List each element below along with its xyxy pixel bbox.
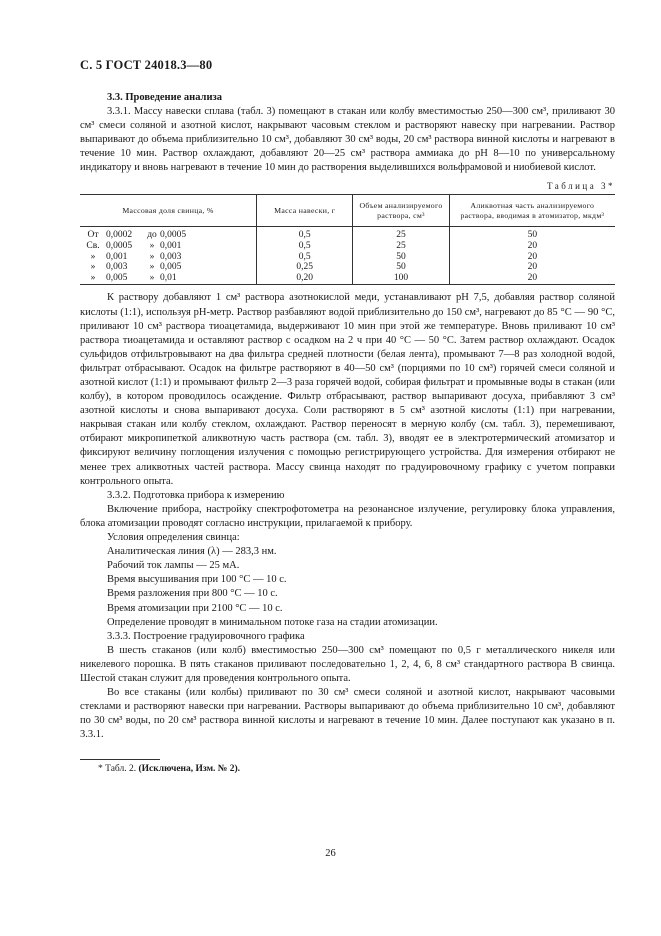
conditions-note: Определение проводят в минимальном потоке газа на стадии атомизации. <box>107 616 438 628</box>
conditions-title: Условия определения свинца: <box>107 532 240 544</box>
range-to: 0,01 <box>160 272 177 283</box>
paragraph-3-3-1: 3.3.1. Массу навески сплава (табл. 3) помещают в стакан или колбу вместимостью 250—300 см³, приливают 30 см³ смеси соляной и азотной кислот, накрывают часовым стеклом и растворяют навеску при нагревании. Раствор выпаривают до объема приблизительно 10 см³, добавляют 30 см³ воды, 20 см³ раствора винной кислоты и нагревают в течение 10 мин. Раствор охлаждают, добавляют 20—25 см³ раствора аммиака до рН 8—10 по универсальному индикатору и вновь нагревают в течение 10 мин до растворения выделившихся вольфрамовой и ниобиевой кислот. <box>80 106 615 174</box>
header-aliquot: Аликвотная часть анализируемого раствора, вводимая в атомизатор, мкдм³ <box>449 195 615 227</box>
paragraph-3-3-3-title: 3.3.3. Построение градуировочного графика <box>107 630 305 642</box>
document-page <box>80 58 615 774</box>
condition-item: Время разложения при 800 °С — 10 с. <box>107 588 278 600</box>
range-to: 0,003 <box>160 251 182 262</box>
cell-aliquot: 20 <box>449 262 615 273</box>
cell-sample-mass: 0,25 <box>257 262 353 273</box>
cell-solution-volume: 100 <box>353 273 449 285</box>
cell-lead-fraction <box>80 252 257 263</box>
cell-aliquot: 20 <box>449 252 615 263</box>
table-caption: Таблица 3* <box>547 181 615 192</box>
range-to: 0,001 <box>160 241 182 252</box>
page-header: С. 5 ГОСТ 24018.3—80 <box>80 58 213 72</box>
cell-aliquot: 20 <box>449 273 615 285</box>
condition-item: Рабочий ток лампы — 25 мА. <box>107 560 240 572</box>
range-from: 0,001 <box>106 251 128 262</box>
cell-solution-volume: 50 <box>353 262 449 273</box>
range-pre: От <box>87 230 99 241</box>
cell-lead-fraction <box>80 241 257 252</box>
cell-sample-mass: 0,5 <box>257 241 353 252</box>
cell-solution-volume: 25 <box>353 241 449 252</box>
header-solution-volume: Объем анализируемого раствора, см³ <box>353 195 449 227</box>
range-to: 0,0005 <box>160 230 187 241</box>
cell-lead-fraction <box>80 262 257 273</box>
range-mid: » <box>149 262 155 273</box>
range-from: 0,0002 <box>106 230 133 241</box>
paragraph-after-table: К раствору добавляют 1 см³ раствора азотнокислой меди, устанавливают рН 7,5, добавляя раствор соляной кислоты (1:1), используя рН-метр. Раствор разбавляют водой приблизительно до 150 см³, нагревают до 85 °С — 90 °С, приливают 10 см³ раствора тиоацетамида, выдерживают 10 мин при этой же температуре. Вновь приливают 10 см³ раствора тиоацетамида и оставляют раствор с осадком на 2 ч при 40 °С — 50 °С. Затем раствор охлаждают. Осадок сульфидов отфильтровывают на два фильтра средней плотности (белая лента), промывают 7—8 раз холодной водой, фильтрат отбрасывают. Осадок на фильтре растворяют в 40—50 см³ (порциями по 10 см³) горячей смеси соляной и азотной кислот (1:1) и промывают фильтр 2—3 раза горячей водой, собирая фильтрат и промывные воды в стакан (или колбу), в котором проводилось осаждение. Фильтр отбрасывают, раствор выпаривают досуха, прибавляют 3 см³ азотной кислоты и снова выпаривают досуха. Соли растворяют в 5 см³ азотной кислоты (1:1) при нагревании, накрывая стакан или колбу стеклом, охлаждают. Раствор переносят в мерную колбу (см. табл. 3), перемешивают, отбирают микропипеткой аликвотную часть раствора (см. табл. 3), вводят ее в электротермический атомизатор и фиксируют величину поглощения излучения с помощью регистрирующего устройства. Для измерения отбирают не менее трех аликвотных частей раствора. Массу свинца находят по градуировочному графику с учетом поправки контрольного опыта. <box>80 292 615 487</box>
header-sample-mass: Масса навески, г <box>257 195 353 227</box>
range-pre: » <box>90 272 96 283</box>
table-body <box>80 227 615 285</box>
range-mid: » <box>149 251 155 262</box>
range-from: 0,003 <box>106 262 128 273</box>
range-mid: до <box>147 230 157 241</box>
range-pre: » <box>90 251 96 262</box>
range-from: 0,005 <box>106 272 128 283</box>
range-pre: » <box>90 262 96 273</box>
range-mid: » <box>149 272 155 283</box>
cell-sample-mass: 0,20 <box>257 273 353 285</box>
cell-sample-mass: 0,5 <box>257 227 353 241</box>
range-mid: » <box>149 241 155 252</box>
paragraph-3-3-3-text-2: Во все стаканы (или колбы) приливают по 30 см³ смеси соляной и азотной кислот, накрывают часовыми стеклами и растворяют навески при нагревании. Растворы выпаривают до объема приблизительно 10 см³, добавляют по 30 см³ воды, по 20 см³ раствора винной кислоты и нагревают в течение 10 мин. Далее поступают как указано в п. 3.3.1. <box>80 687 615 741</box>
paragraph-3-3-2-title: 3.3.2. Подготовка прибора к измерению <box>107 489 285 501</box>
footnote-rule <box>80 759 160 760</box>
footnote-ref: * Табл. 2. <box>98 764 137 775</box>
cell-aliquot: 50 <box>449 227 615 241</box>
table-row <box>80 252 615 263</box>
table-3 <box>80 194 615 285</box>
cell-lead-fraction <box>80 227 257 241</box>
cell-solution-volume: 50 <box>353 252 449 263</box>
cell-lead-fraction <box>80 273 257 285</box>
cell-aliquot: 20 <box>449 241 615 252</box>
range-from: 0,0005 <box>106 241 133 252</box>
section-title: 3.3. Проведение анализа <box>107 92 222 103</box>
condition-item: Время атомизации при 2100 °С — 10 с. <box>107 602 283 614</box>
footnote-note: (Исключена, Изм. № 2). <box>138 764 241 775</box>
cell-sample-mass: 0,5 <box>257 252 353 263</box>
table-row <box>80 273 615 285</box>
header-lead-fraction: Массовая доля свинца, % <box>80 195 257 227</box>
condition-item: Время высушивания при 100 °С — 10 с. <box>107 574 287 586</box>
table-header-row <box>80 195 615 227</box>
table-row <box>80 262 615 273</box>
range-pre: Св. <box>86 241 100 252</box>
condition-item: Аналитическая линия (λ) — 283,3 нм. <box>107 546 277 558</box>
paragraph-3-3-3-text-1: В шесть стаканов (или колб) вместимостью 250—300 см³ помещают по 0,5 г металлического никеля или никелевого порошка. В пять стаканов приливают последовательно 1, 2, 4, 6, 8 см³ стандартного раствора В свинца. Шестой стакан служит для проведения контрольного опыта. <box>80 644 615 684</box>
table-row <box>80 227 615 241</box>
footnote <box>80 764 615 774</box>
table-row <box>80 241 615 252</box>
range-to: 0,005 <box>160 262 182 273</box>
paragraph-3-3-2-text: Включение прибора, настройку спектрофотометра на резонансное излучение, регулировку блока управления, блока атомизации проводят согласно инструкции, прилагаемой к прибору. <box>80 503 615 529</box>
cell-solution-volume: 25 <box>353 227 449 241</box>
page-number: 26 <box>325 848 336 859</box>
